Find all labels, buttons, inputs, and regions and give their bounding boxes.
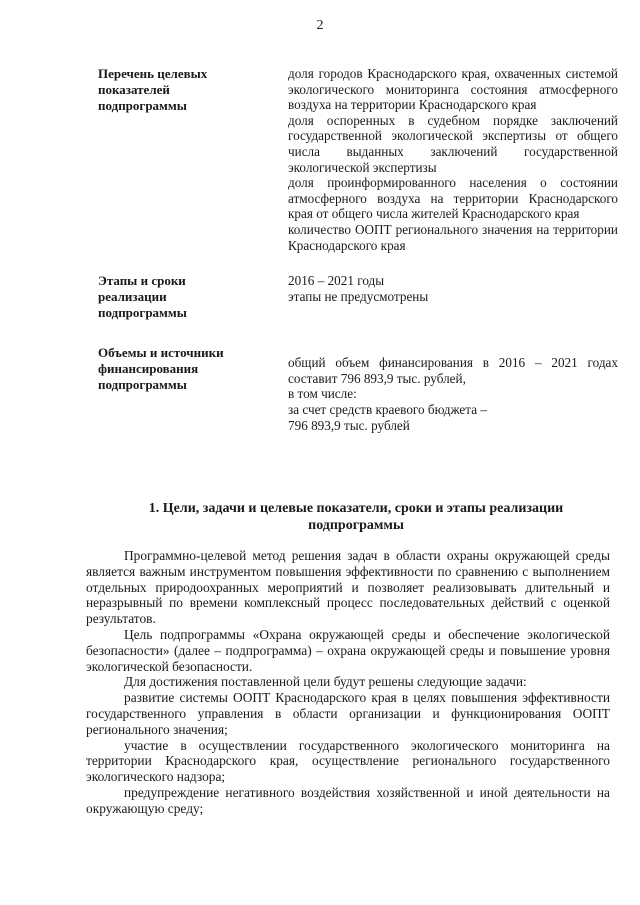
page-number: 2	[316, 18, 324, 33]
row-values-stages	[288, 273, 618, 321]
funding-amount: 796 893,9 тыс. рублей	[288, 417, 410, 433]
body-paragraph: Цель подпрограммы «Охрана окружающей среды и обеспечение экологической безопасности» (далее – подпрограмма) – охрана окружающей среды и повышение уровня экологической безопасности.	[86, 626, 610, 674]
target-indicator: доля оспоренных в судебном порядке заключений государственной экологической экспертизы от общего числа выданных заключений государственной экологической экспертизы	[288, 112, 618, 175]
funding-source: за счет средств краевого бюджета –	[288, 401, 487, 417]
body-text	[86, 548, 610, 817]
row-label-funding: Объемы и источники финансирования подпрограммы	[98, 345, 224, 393]
row-values-targets	[288, 66, 618, 253]
body-paragraph: участие в осуществлении государственного экологического мониторинга на территории Краснодарского края, осуществление регионального государственного экологического надзора;	[86, 737, 610, 785]
body-paragraph: Программно-целевой метод решения задач в области охраны окружающей среды является важным инструментом повышения эффективности по сравнению с выполнением отдельных природоохранных мероприятий и позволяет реализовывать длительный и неразрывный по времени комплексный процесс последовательных действий с оценкой результатов.	[86, 548, 610, 627]
target-indicator: доля городов Краснодарского края, охваченных системой экологического мониторинга состояния атмосферного воздуха на территории Краснодарского края	[288, 66, 618, 113]
passport-row-stages	[98, 273, 618, 321]
row-label-stages: Этапы и сроки реализации подпрограммы	[98, 273, 187, 321]
row-label-targets: Перечень целевых показателей подпрограммы	[98, 66, 208, 113]
passport-row-funding	[98, 345, 618, 433]
body-paragraph: Для достижения поставленной цели будут решены следующие задачи:	[124, 674, 527, 690]
target-indicator: количество ООПТ регионального значения на территории Краснодарского края	[288, 221, 618, 253]
body-paragraph: развитие системы ООПТ Краснодарского края в целях повышения эффективности государственного управления в области организации и функционирования ООПТ регионального значения;	[86, 690, 610, 737]
row-values-funding	[288, 345, 618, 433]
funding-including: в том числе:	[288, 386, 357, 402]
stage-note: этапы не предусмотрены	[288, 288, 429, 304]
body-paragraph: предупреждение негативного воздействия хозяйственной и иной деятельности на окружающую среду;	[86, 784, 610, 816]
passport-table	[98, 66, 618, 433]
passport-row-targets	[98, 66, 618, 253]
funding-total: общий объем финансирования в 2016 – 2021 годах составит 796 893,9 тыс. рублей,	[288, 355, 618, 386]
target-indicator: доля проинформированного населения о состоянии атмосферного воздуха на территории Краснодарского края от общего числа жителей Краснодарского края	[288, 175, 618, 222]
section-heading: 1. Цели, задачи и целевые показатели, сроки и этапы реализации подпрограммы	[148, 501, 564, 533]
stage-period: 2016 – 2021 годы	[288, 273, 385, 289]
